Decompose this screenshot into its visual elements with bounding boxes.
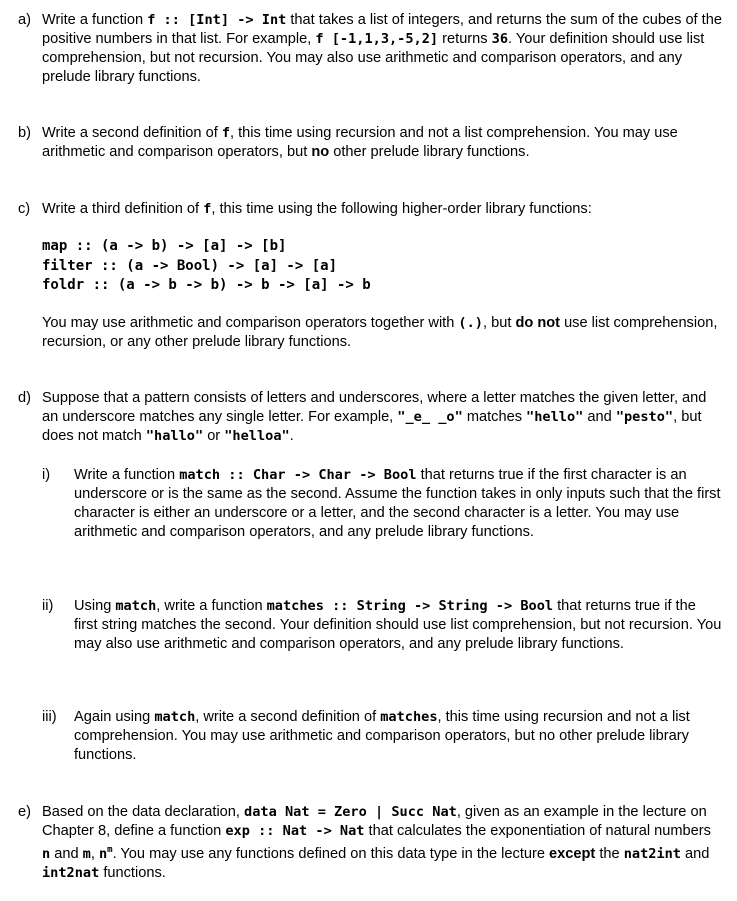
code-map-signature: map :: (a -> b) -> [a] -> [b] xyxy=(42,238,287,254)
question-c-restrictions: You may use arithmetic and comparison operators together with (.), but do not use list comprehension, recursion, or any other prelude library functions. xyxy=(42,315,718,350)
question-d-text: Suppose that a pattern consists of letters and underscores, where a letter matches the given letter, and an underscore matches any single letter. For example, "_e_ _o" matches "hello" and "pesto", but does not match "hallo" or "helloa". xyxy=(42,390,707,444)
question-b-text: Write a second definition of f, this time using recursion and not a list comprehension. You may use arithmetic and comparison operators, but no other prelude library functions. xyxy=(42,125,678,160)
question-d-ii-label: ii) xyxy=(42,598,54,614)
question-d xyxy=(18,389,723,446)
question-b xyxy=(18,124,723,162)
question-a-label: a) xyxy=(18,12,31,28)
code-filter-signature: filter :: (a -> Bool) -> [a] -> [a] xyxy=(42,257,338,274)
question-e xyxy=(18,803,723,883)
question-c-text: Write a third definition of f, this time using the following higher-order library functions: xyxy=(42,201,592,217)
question-d-i-label: i) xyxy=(42,467,51,483)
question-e-label: e) xyxy=(18,804,31,820)
code-signatures xyxy=(42,237,371,296)
question-a xyxy=(18,11,723,87)
question-d-ii-text: Using match, write a function matches :: String -> String -> Bool that returns true if the first string matches the second. Your definition should use list comprehension, but not recursion. You may also use arithmetic and comparison operators, and any prelude library functions. xyxy=(74,598,722,652)
question-b-label: b) xyxy=(18,125,31,141)
question-a-text: Write a function f :: [Int] -> Int that takes a list of integers, and returns the sum of the cubes of the positive numbers in that list. For example, f [-1,1,3,-5,2] returns 36. Your definition should use list comprehension, but not recursion. You may also use arithmetic and comparison operators, and any prelude library functions. xyxy=(42,12,722,85)
question-c-label: c) xyxy=(18,201,31,217)
question-d-iii-text: Again using match, write a second definition of matches, this time using recursion and not a list comprehension. You may use arithmetic and comparison operators, but no other prelude library functions. xyxy=(74,709,690,763)
question-c xyxy=(18,200,723,219)
question-d-i-text: Write a function match :: Char -> Char -> Bool that returns true if the first character is an underscore or is the same as the second. Assume the function takes in only inputs such that the first character is either an underscore or a letter, and the second character is a letter. You may use arithmetic and comparison operators, and any prelude library functions. xyxy=(74,467,721,540)
question-d-label: d) xyxy=(18,390,31,406)
question-e-text: Based on the data declaration, data Nat = Zero | Succ Nat, given as an example in the lecture on Chapter 8, define a function exp :: Nat -> Nat that calculates the exponentiation of natural numbers n and m, $n^m$. You may use any functions defined on this data type in the lecture except the nat2int and int2nat functions. xyxy=(42,804,711,881)
question-d-i xyxy=(42,466,723,542)
code-foldr-signature: foldr :: (a -> b -> b) -> b -> [a] -> b xyxy=(42,277,371,293)
question-d-ii xyxy=(42,597,723,654)
question-d-iii-label: iii) xyxy=(42,709,57,725)
question-d-iii xyxy=(42,708,723,765)
